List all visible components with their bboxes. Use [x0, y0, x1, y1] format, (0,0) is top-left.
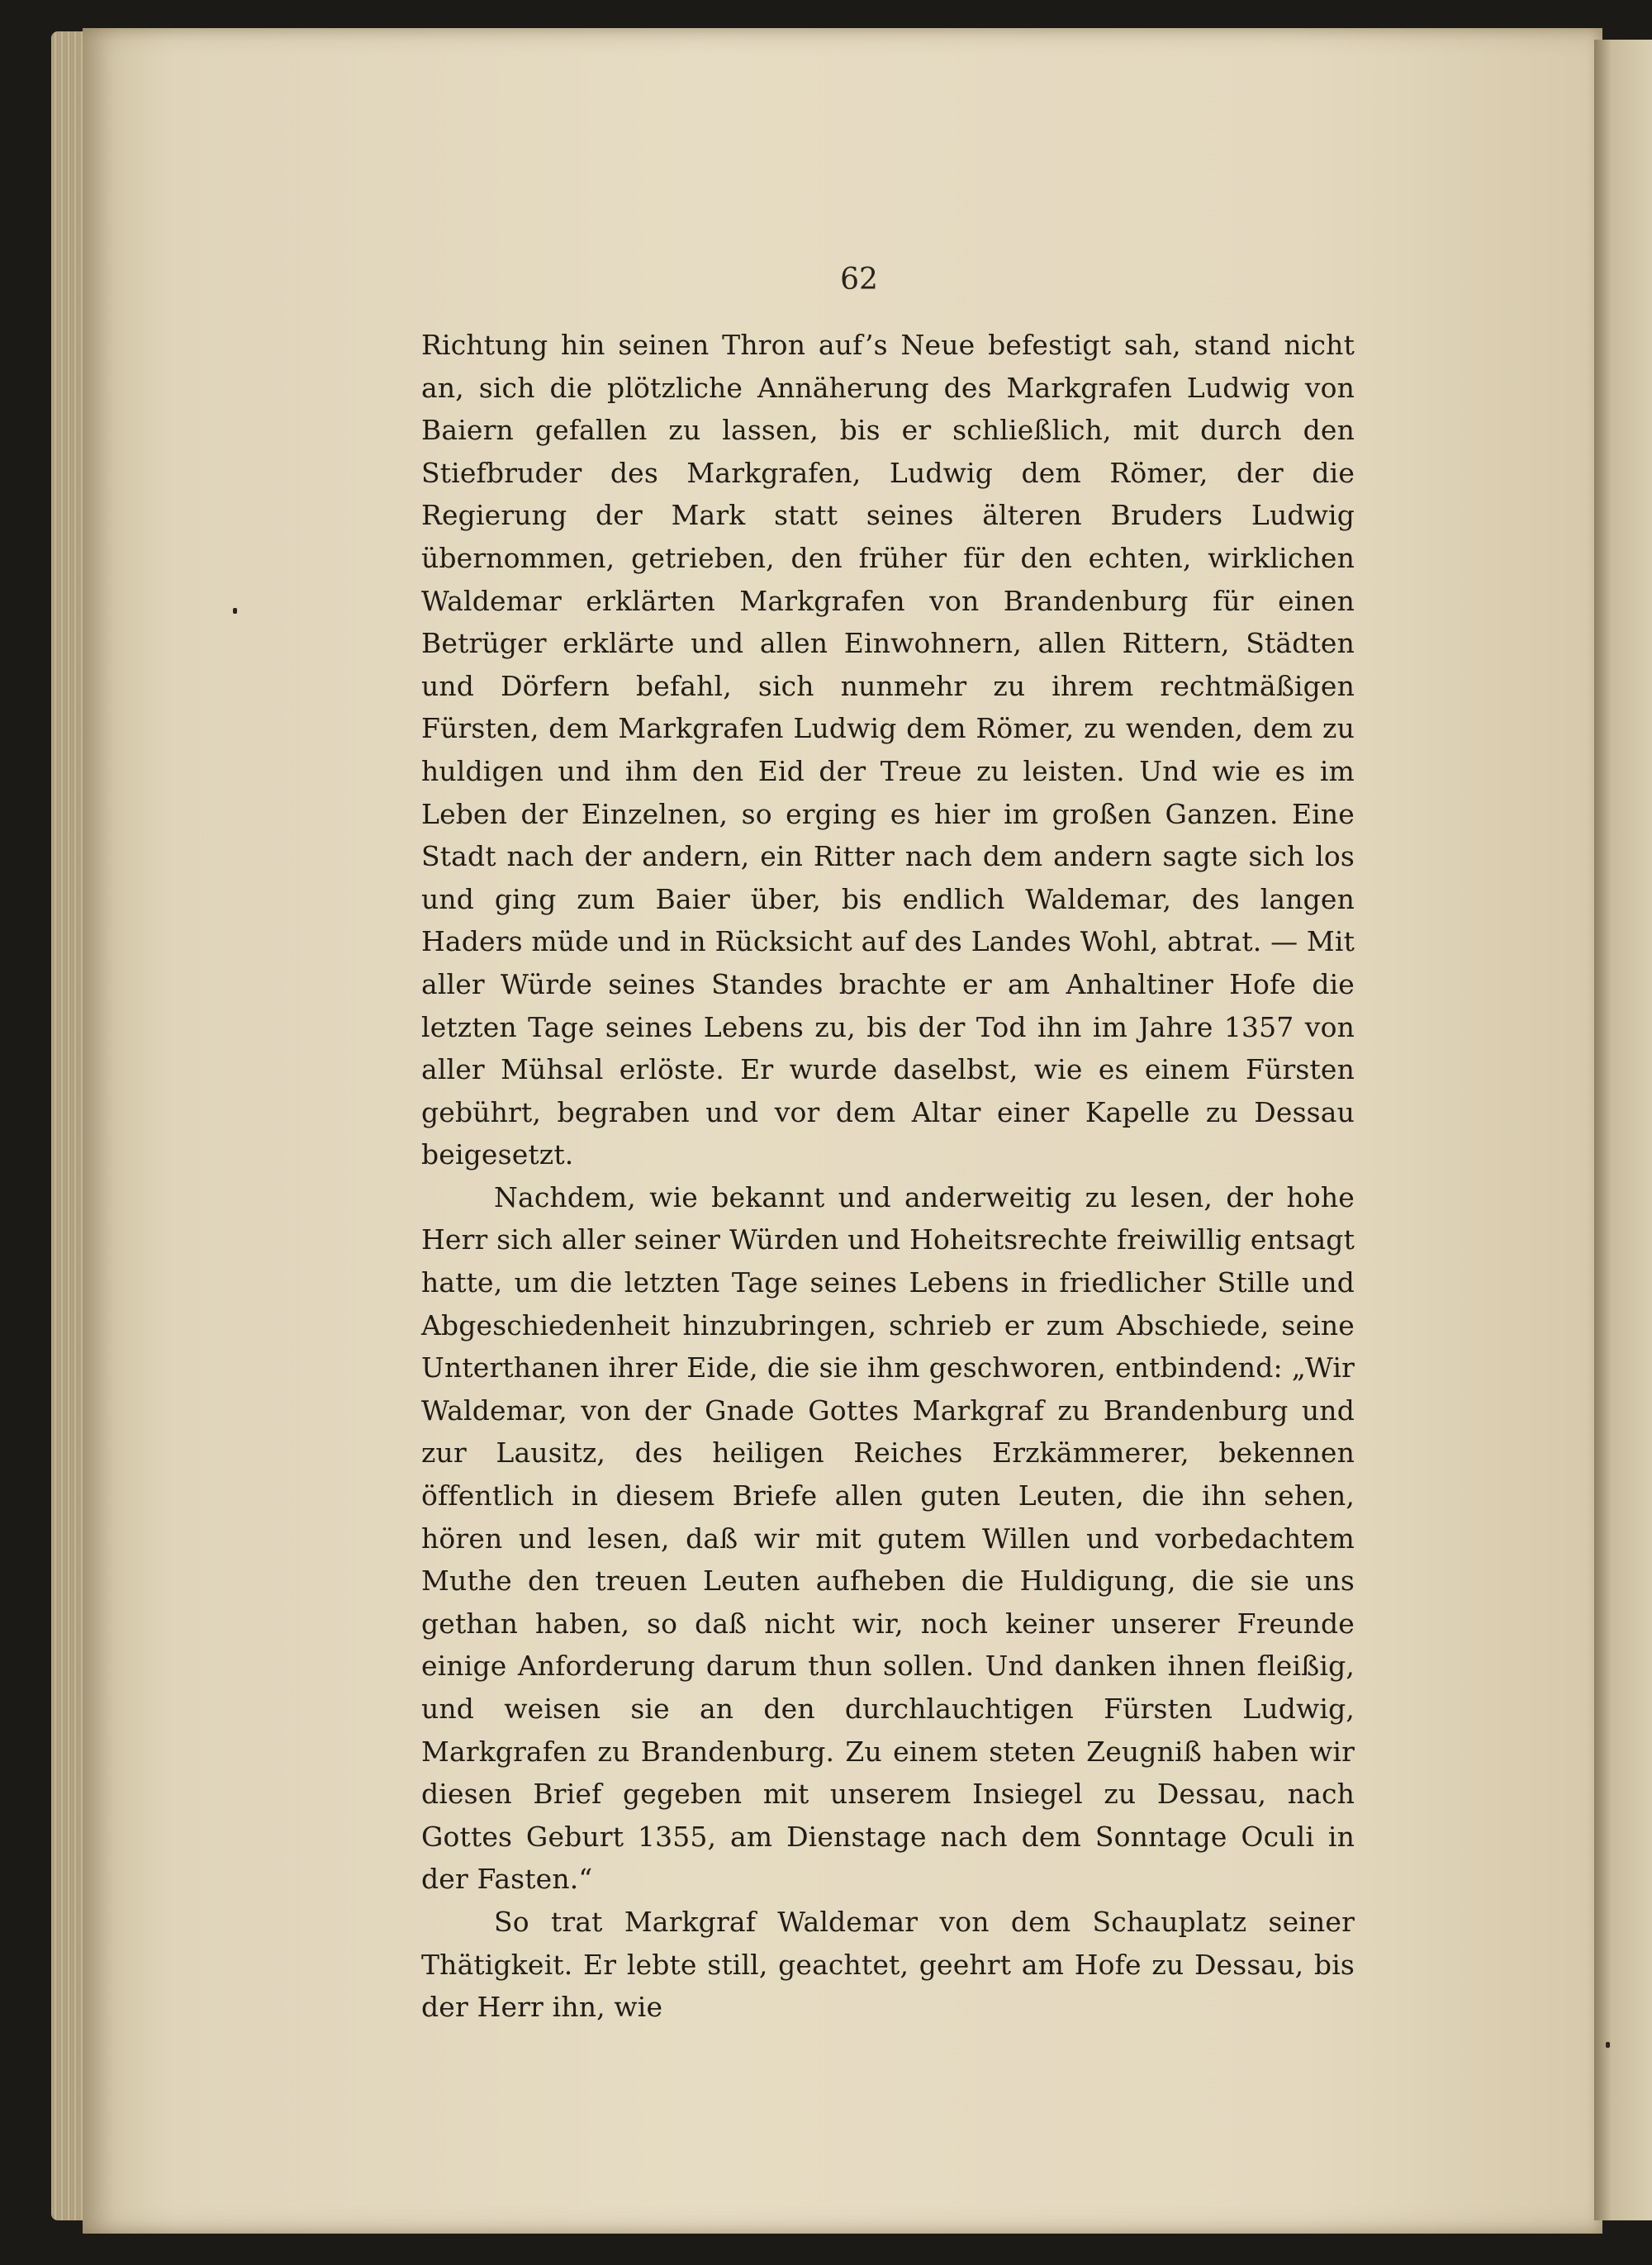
body-text: [421, 324, 1355, 2029]
ink-speck: [233, 608, 237, 614]
facing-page-edge: [1594, 40, 1652, 2220]
paragraph-2: Nachdem, wie bekannt und anderweitig zu lesen, der hohe Herr sich aller seiner Würden und Hoheitsrechte freiwillig entsagt hatte, um die letzten Tage seines Lebens in friedlicher Stille und Abgeschiedenheit hinzubringen, schrieb er zum Abschiede, seine Unterthanen ihrer Eide, die sie ihm geschworen, entbindend: „Wir Waldemar, von der Gnade Gottes Markgraf zu Brandenburg und zur Lausitz, des heiligen Reiches Erzkämmerer, bekennen öffentlich in diesem Briefe allen guten Leuten, die ihn sehen, hören und lesen, daß wir mit gutem Willen und vorbedachtem Muthe den treuen Leuten aufheben die Huldigung, die sie uns gethan haben, so daß nicht wir, noch keiner unserer Freunde einige Anforderung darum thun sollen. Und danken ihnen fleißig, und weisen sie an den durchlauchtigen Fürsten Ludwig, Markgrafen zu Brandenburg. Zu einem steten Zeugniß haben wir diesen Brief gegeben mit unserem Insiegel zu Dessau, nach Gottes Geburt 1355, am Dienstage nach dem Sonntage Oculi in der Fasten.“: [421, 1180, 1355, 1896]
paragraph-1: Richtung hin seinen Thron auf’s Neue befestigt sah, stand nicht an, sich die plötzliche Annäherung des Markgrafen Ludwig von Baiern gefallen zu lassen, bis er schließlich, mit durch den Stiefbruder des Markgrafen, Ludwig dem Römer, der die Regierung der Mark statt seines älteren Bruders Ludwig übernommen, getrieben, den früher für den echten, wirklichen Waldemar erklärten Markgrafen von Brandenburg für einen Betrüger erklärte und allen Einwohnern, allen Rittern, Städten und Dörfern befahl, sich nunmehr zu ihrem rechtmäßigen Fürsten, dem Markgrafen Ludwig dem Römer, zu wenden, dem zu huldigen und ihm den Eid der Treue zu leisten. Und wie es im Leben der Einzelnen, so erging es hier im großen Ganzen. Eine Stadt nach der andern, ein Ritter nach dem andern sagte sich los und ging zum Baier über, bis endlich Waldemar, des langen Haders müde und in Rücksicht auf des Landes Wohl, abtrat. — Mit aller Würde seines Standes brachte er am Anhaltiner Hofe die letzten Tage seines Lebens zu, bis der Tod ihn im Jahre 1357 von aller Mühsal erlöste. Er wurde daselbst, wie es einem Fürsten gebührt, begraben und vor dem Altar einer Kapelle zu Dessau beigesetzt.: [421, 329, 1355, 1171]
ink-speck: [1606, 2042, 1610, 2048]
paragraph-3: So trat Markgraf Waldemar von dem Schauplatz seiner Thätigkeit. Er lebte still, geachtet, geehrt am Hofe zu Dessau, bis der Herr ihn, wie: [421, 1905, 1355, 2024]
page-number: 62: [840, 263, 878, 297]
